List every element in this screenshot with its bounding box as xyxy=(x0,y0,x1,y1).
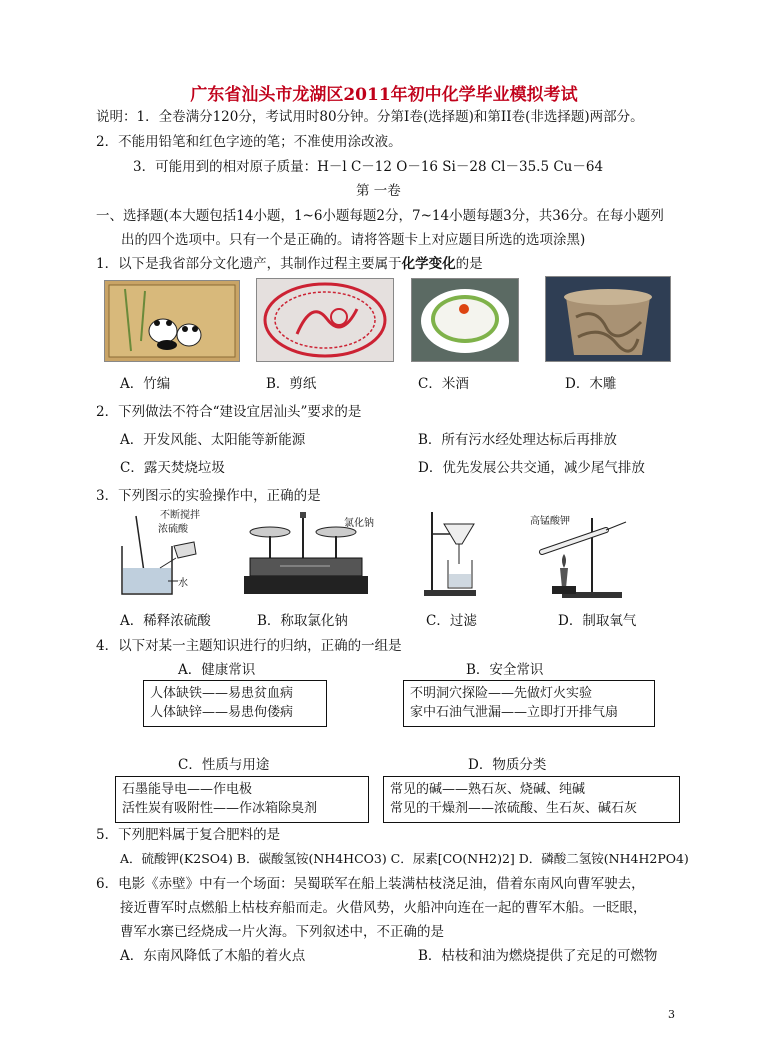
label-nacl: 氯化钠 xyxy=(344,518,374,529)
label-kmno4: 高锰酸钾 xyxy=(530,516,570,527)
label-conc-acid: 浓硫酸 xyxy=(158,524,188,535)
q1-stem-end: 的是 xyxy=(455,256,483,272)
filtration-diagram xyxy=(422,508,482,600)
q1-option-d: D．木雕 xyxy=(565,376,617,392)
label-water: 水 xyxy=(178,578,188,589)
q4-a-line-2: 人体缺锌——易患佝偻病 xyxy=(150,705,294,720)
q4-b-line-1: 不明洞穴探险——先做灯火实验 xyxy=(410,686,593,701)
q1-option-a: A．竹编 xyxy=(120,376,171,392)
q3-stem: 3．下列图示的实验操作中，正确的是 xyxy=(96,488,321,504)
intro-line-1: 说明：1．全卷满分120分，考试用时80分钟。分第I卷(选择题)和第II卷(非选择题)两部分。 xyxy=(96,109,644,125)
paper-cut-icon xyxy=(257,279,393,361)
q4-a-line-1: 人体缺铁——易患贫血病 xyxy=(150,686,294,701)
q3-option-c: C．过滤 xyxy=(426,613,477,629)
intro-line-2: 2．不能用铅笔和红色字迹的笔；不准使用涂改液。 xyxy=(96,134,402,150)
dilute-acid-diagram xyxy=(108,506,208,600)
oxygen-diagram xyxy=(522,508,632,600)
rice-wine-image xyxy=(411,278,519,362)
q4-c-line-2: 活性炭有吸附性——作冰箱除臭剂 xyxy=(122,801,318,816)
q3-option-d: D．制取氧气 xyxy=(558,613,637,629)
q1-stem xyxy=(96,255,483,273)
q4-b-heading: B．安全常识 xyxy=(466,662,544,678)
label-stir: 不断搅拌 xyxy=(160,510,200,521)
q2-option-b: B．所有污水经处理达标后再排放 xyxy=(418,432,617,448)
q1-option-b: B．剪纸 xyxy=(266,376,317,392)
q1-stem-text: 1．以下是我省部分文化遗产，其制作过程主要属于 xyxy=(96,256,402,272)
q4-a-heading: A．健康常识 xyxy=(178,662,256,678)
q4-b-box xyxy=(403,680,655,727)
q3-option-b: B．称取氯化钠 xyxy=(257,613,348,629)
carving-icon xyxy=(546,277,670,361)
q2-option-d: D．优先发展公共交通，减少尾气排放 xyxy=(418,460,645,476)
q1-stem-emphasis: 化学变化 xyxy=(401,256,456,272)
q6-line-1: 6．电影《赤壁》中有一个场面：吴蜀联军在船上装满枯枝浇足油，借着东南风向曹军驶去， xyxy=(96,876,645,892)
exam-title: 广东省汕头市龙湖区2011年初中化学毕业模拟考试 xyxy=(190,85,578,105)
q5-stem: 5．下列肥料属于复合肥料的是 xyxy=(96,827,281,843)
q2-stem: 2．下列做法不符合“建设宜居汕头”要求的是 xyxy=(96,404,362,420)
part1-line-1: 一、选择题(本大题包括14小题，1~6小题每题2分，7~14小题每题3分，共36分。在每小题列 xyxy=(96,208,664,224)
q1-option-c: C．米酒 xyxy=(418,376,469,392)
q6-option-a: A．东南风降低了木船的着火点 xyxy=(120,948,306,964)
q4-b-line-2: 家中石油气泄漏——立即打开排气扇 xyxy=(410,705,619,720)
paper-cutting-image xyxy=(256,278,394,362)
part1-line-2: 出的四个选项中。只有一个是正确的。请将答题卡上对应题目所选的选项涂黑) xyxy=(121,232,586,248)
q4-stem: 4．以下对某一主题知识进行的归纳，正确的一组是 xyxy=(96,638,402,654)
section-heading: 第 一卷 xyxy=(356,183,401,199)
q2-option-a: A．开发风能、太阳能等新能源 xyxy=(120,432,306,448)
q4-c-box xyxy=(115,776,369,823)
bamboo-weaving-image xyxy=(104,280,240,362)
q2-option-c: C．露天焚烧垃圾 xyxy=(120,460,225,476)
q6-line-3: 曹军水寨已经烧成一片火海。下列叙述中，不正确的是 xyxy=(120,924,444,940)
q5-options: A．硫酸钾(K2SO4) B．碳酸氢铵(NH4HCO3) C．尿素[CO(NH2)2] D．磷酸二氢铵(NH4H2PO4) xyxy=(120,851,689,866)
q4-d-box xyxy=(383,776,680,823)
bowl-icon xyxy=(412,279,518,361)
intro-line-3: 3．可能用到的相对原子质量：H－l C－12 O－16 Si－28 Cl－35.5 Cu－64 xyxy=(133,159,604,175)
funnel-stand-icon xyxy=(422,508,482,600)
balance-diagram xyxy=(240,508,380,600)
q4-d-line-1: 常见的碱——熟石灰、烧碱、纯碱 xyxy=(390,782,586,797)
page-number: 3 xyxy=(668,1008,675,1021)
q6-line-2: 接近曹军时点燃船上枯枝弃船而走。火借风势，火船冲向连在一起的曹军木船。一眨眼， xyxy=(120,900,647,916)
panda-picture-icon xyxy=(105,281,239,361)
wood-carving-image xyxy=(545,276,671,362)
q4-d-line-2: 常见的干燥剂——浓硫酸、生石灰、碱石灰 xyxy=(390,801,638,816)
q6-option-b: B．枯枝和油为燃烧提供了充足的可燃物 xyxy=(418,948,658,964)
q4-c-heading: C．性质与用途 xyxy=(178,757,270,773)
q4-d-heading: D．物质分类 xyxy=(468,757,547,773)
q4-a-box xyxy=(143,680,327,727)
q4-c-line-1: 石墨能导电——作电极 xyxy=(122,782,253,797)
q3-option-a: A．稀释浓硫酸 xyxy=(120,613,211,629)
